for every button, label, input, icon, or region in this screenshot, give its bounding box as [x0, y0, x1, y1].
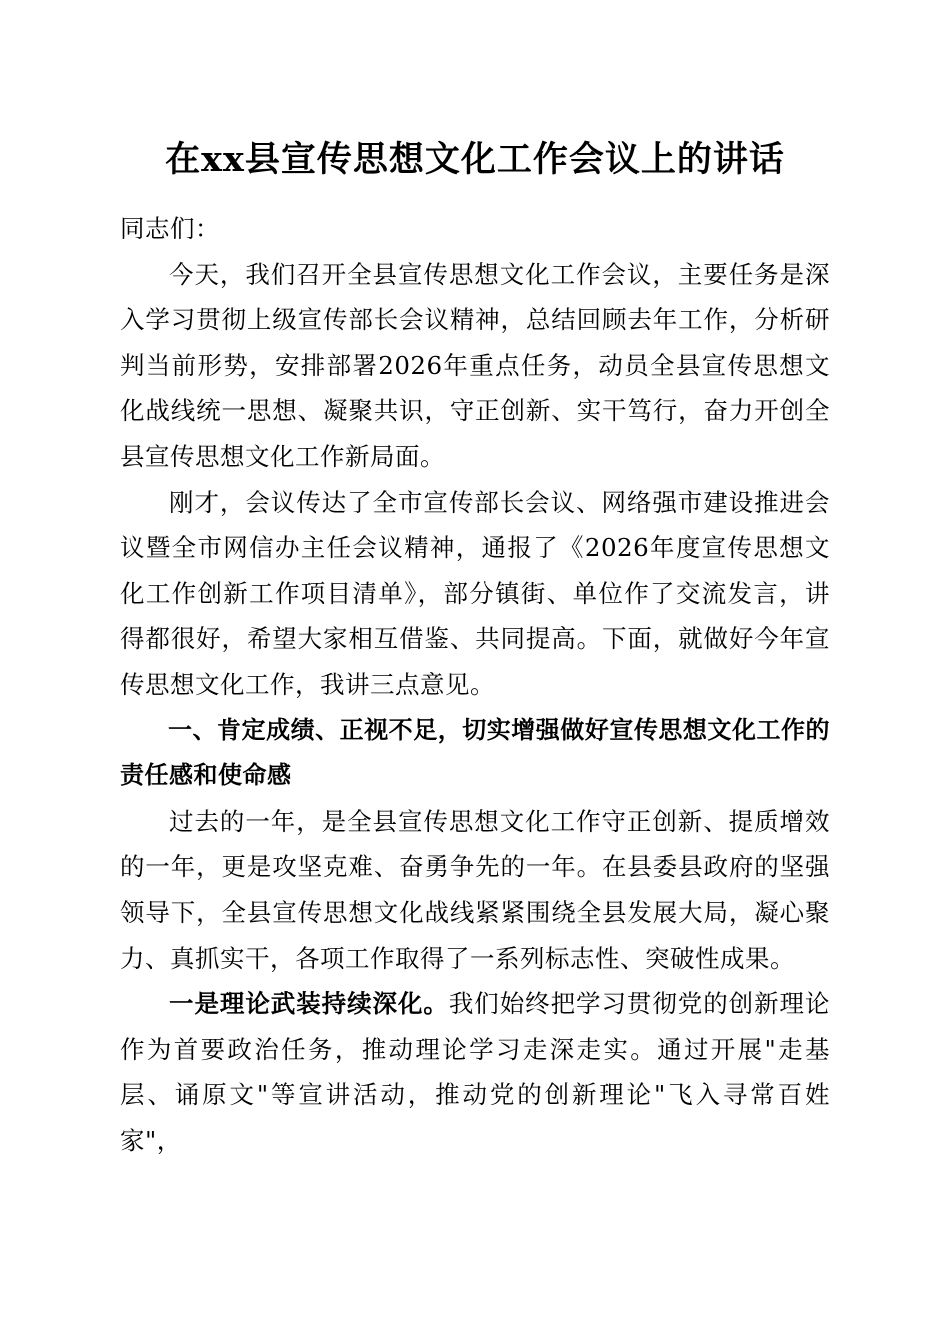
paragraph-section1-intro: 过去的一年，是全县宣传思想文化工作守正创新、提质增效的一年，更是攻坚克难、奋勇争先的一年。在县委县政府的坚强领导下，全县宣传思想文化战线紧紧围绕全县发展大局，凝心聚力、真抓实干，各项工作取得了一系列标志性、突破性成果。 — [120, 806, 830, 973]
paragraph-item-1 — [120, 981, 830, 1163]
document-title: 在xx县宣传思想文化工作会议上的讲话 — [165, 139, 785, 180]
salutation: 同志们： — [120, 214, 220, 243]
paragraph-meeting-recap: 刚才，会议传达了全市宣传部长会议、网络强市建设推进会议暨全市网信办主任会议精神，通报了《2026年度宣传思想文化工作创新工作项目清单》，部分镇街、单位作了交流发言，讲得都很好，希望大家相互借鉴、共同提高。下面，就做好今年宣传思想文化工作，我讲三点意见。 — [120, 487, 830, 699]
section-heading-1: 一、肯定成绩、正视不足，切实增强做好宣传思想文化工作的责任感和使命感 — [120, 715, 830, 790]
item-1-lead: 一是理论武装持续深化。 — [169, 989, 449, 1019]
paragraph-opening: 今天，我们召开全县宣传思想文化工作会议，主要任务是深入学习贯彻上级宣传部长会议精神，总结回顾去年工作，分析研判当前形势，安排部署2026年重点任务，动员全县宣传思想文化战线统一思想、凝聚共识，守正创新、实干笃行，奋力开创全县宣传思想文化工作新局面。 — [120, 259, 830, 471]
document-body — [120, 206, 830, 1163]
item-1-text: 我们始终把学习贯彻党的创新理论作为首要政治任务，推动理论学习走深走实。通过开展"走基层、诵原文"等宣讲活动，推动党的创新理论"飞入寻常百姓家"， — [120, 989, 831, 1155]
